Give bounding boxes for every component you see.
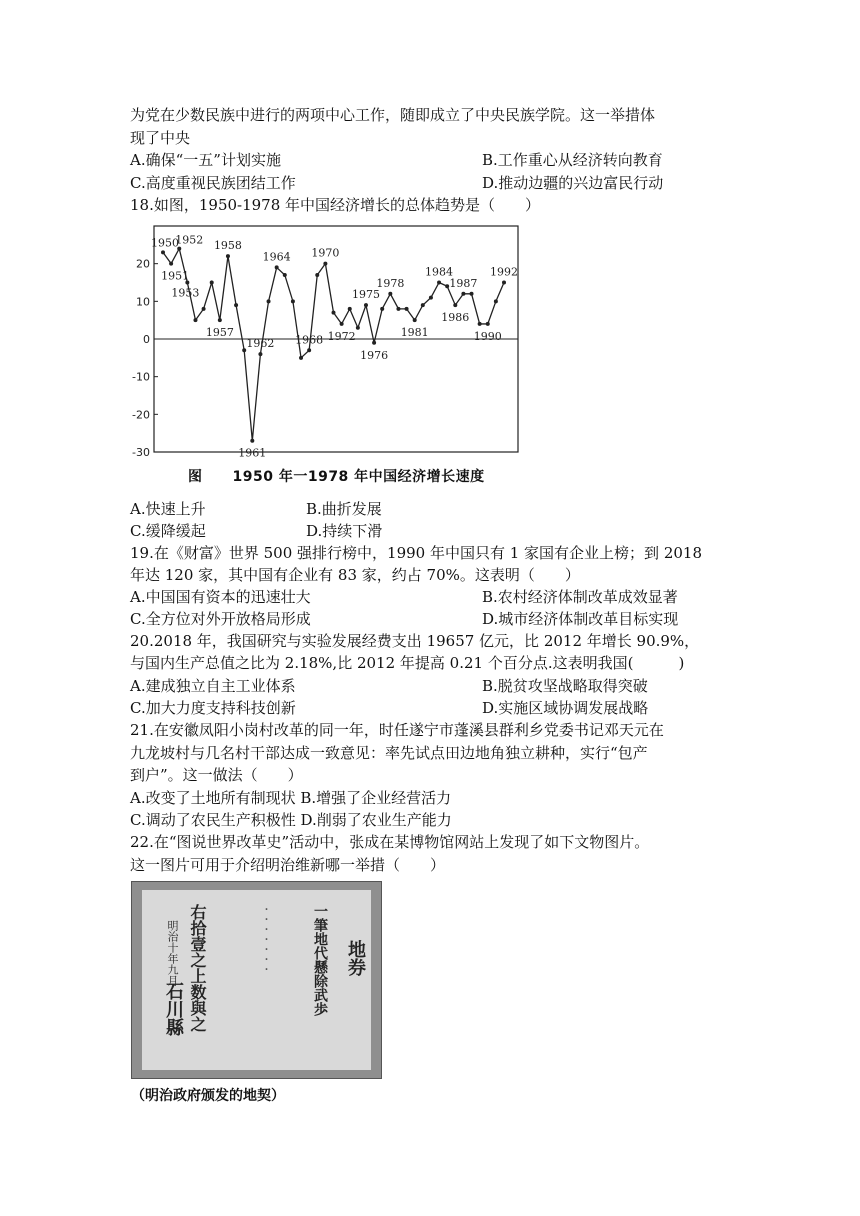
y-tick-label: -30 bbox=[132, 446, 150, 458]
q20-option-b: B.脱贫攻坚战略取得突破 bbox=[482, 677, 648, 695]
data-point-1967 bbox=[299, 356, 303, 360]
data-point-1964 bbox=[275, 265, 279, 269]
y-tick-label: 10 bbox=[136, 295, 150, 309]
year-label-1953: 1953 bbox=[171, 286, 200, 300]
data-point-1982 bbox=[421, 303, 425, 307]
y-tick-label: 20 bbox=[136, 257, 150, 271]
data-point-1958 bbox=[226, 254, 230, 258]
data-point-1981 bbox=[413, 318, 417, 322]
q21-options-ab: A.改变了土地所有制现状 B.增强了企业经营活力 bbox=[130, 789, 452, 807]
data-point-1962 bbox=[258, 352, 262, 356]
q21-stem-line2: 九龙坡村与几名村干部达成一致意见：率先试点田边地角独立耕种，实行“包产 bbox=[130, 744, 648, 762]
data-point-1957 bbox=[218, 318, 222, 322]
data-point-1979 bbox=[396, 307, 400, 311]
q17-stem-line2: 现了中央 bbox=[130, 129, 191, 147]
year-label-1958: 1958 bbox=[213, 239, 242, 253]
data-point-1969 bbox=[315, 273, 319, 277]
deed-col-1: 右拾壹之上数與之 bbox=[188, 904, 207, 1032]
year-label-1961: 1961 bbox=[238, 446, 267, 458]
q19-stem-line1: 19.在《财富》世界 500 强排行榜中，1990 年中国只有 1 家国有企业上榜；到 2018 bbox=[130, 544, 702, 562]
year-label-1957: 1957 bbox=[205, 326, 234, 340]
data-point-1971 bbox=[332, 311, 336, 315]
growth-chart bbox=[130, 222, 520, 458]
data-point-1990 bbox=[486, 322, 490, 326]
data-point-1965 bbox=[283, 273, 287, 277]
data-point-1989 bbox=[478, 322, 482, 326]
chart-caption-prefix: 图 bbox=[188, 469, 203, 485]
data-point-1977 bbox=[380, 307, 384, 311]
q18-stem: 18.如图，1950-1978 年中国经济增长的总体趋势是（ ） bbox=[130, 196, 541, 214]
year-label-1976: 1976 bbox=[360, 348, 389, 362]
data-point-1987 bbox=[461, 292, 465, 296]
year-label-1978: 1978 bbox=[376, 276, 405, 290]
q22-stem-line2: 这一图片可用于介绍明治维新哪一举措（ ） bbox=[130, 856, 446, 874]
q18-option-b: B.曲折发展 bbox=[306, 500, 382, 518]
data-point-1984 bbox=[437, 281, 441, 285]
data-point-1972 bbox=[340, 322, 344, 326]
data-point-1976 bbox=[372, 341, 376, 345]
photo-caption: （明治政府颁发的地契） bbox=[131, 1088, 285, 1104]
data-point-1955 bbox=[202, 307, 206, 311]
q20-option-a: A.建成独立自主工业体系 bbox=[130, 677, 296, 695]
year-label-1952: 1952 bbox=[175, 233, 204, 247]
year-label-1964: 1964 bbox=[262, 250, 291, 264]
y-tick-label: -10 bbox=[132, 370, 150, 384]
data-point-1974 bbox=[356, 326, 360, 330]
chart-caption-title: 1950 年一1978 年中国经济增长速度 bbox=[232, 469, 485, 485]
q19-option-a: A.中国国有资本的迅速壮大 bbox=[130, 588, 311, 606]
data-point-1975 bbox=[364, 303, 368, 307]
land-deed-photo bbox=[131, 881, 382, 1079]
deed-title-text: 地券 bbox=[345, 940, 366, 976]
data-point-1950 bbox=[161, 250, 165, 254]
q20-option-d: D.实施区域协调发展战略 bbox=[482, 699, 649, 717]
year-label-1981: 1981 bbox=[400, 326, 429, 340]
q18-option-c: C.缓降缓起 bbox=[130, 522, 206, 540]
q17-stem-line1: 为党在少数民族中进行的两项中心工作，随即成立了中央民族学院。这一举措体 bbox=[130, 106, 656, 124]
q18-option-a: A.快速上升 bbox=[130, 500, 206, 518]
year-label-1972: 1972 bbox=[327, 329, 356, 343]
data-point-1963 bbox=[267, 299, 271, 303]
q21-options-cd: C.调动了农民生产积极性 D.削弱了农业生产能力 bbox=[130, 811, 452, 829]
data-point-1954 bbox=[193, 318, 197, 322]
data-point-1966 bbox=[291, 299, 295, 303]
year-label-1950: 1950 bbox=[151, 236, 179, 250]
deed-prefecture-text: 石川縣 bbox=[163, 982, 184, 1036]
q19-option-d: D.城市经济体制改革目标实现 bbox=[482, 610, 679, 628]
year-label-1970: 1970 bbox=[311, 246, 340, 260]
data-point-1991 bbox=[494, 299, 498, 303]
q19-option-c: C.全方位对外开放格局形成 bbox=[130, 610, 311, 628]
data-point-1992 bbox=[502, 281, 506, 285]
year-label-1984: 1984 bbox=[425, 265, 454, 279]
data-point-1988 bbox=[470, 292, 474, 296]
year-label-1986: 1986 bbox=[441, 311, 470, 325]
q21-stem-line3: 到户”。这一做法（ ） bbox=[130, 766, 303, 784]
q19-option-b: B.农村经济体制改革成效显著 bbox=[482, 588, 678, 606]
data-point-1968 bbox=[307, 348, 311, 352]
q20-stem-line1: 20.2018 年，我国研究与实验发展经费支出 19657 亿元，比 2012 年增长 90.9%， bbox=[130, 632, 700, 650]
deed-date-text: 明治十年九月 bbox=[166, 920, 179, 986]
data-point-1961 bbox=[250, 439, 254, 443]
q18-option-d: D.持续下滑 bbox=[306, 522, 383, 540]
y-tick-label: 0 bbox=[143, 333, 150, 346]
growth-chart-svg bbox=[130, 222, 520, 458]
chart-caption bbox=[188, 466, 485, 486]
data-point-1973 bbox=[348, 307, 352, 311]
year-label-1975: 1975 bbox=[351, 288, 380, 302]
y-tick-label: -20 bbox=[132, 408, 150, 422]
q17-option-d: D.推动边疆的兴边富民行动 bbox=[482, 174, 664, 192]
data-point-1983 bbox=[429, 296, 433, 300]
year-label-1990: 1990 bbox=[473, 329, 502, 343]
year-label-1968: 1968 bbox=[295, 333, 324, 347]
year-label-1987: 1987 bbox=[449, 276, 478, 290]
q19-stem-line2: 年达 120 家，其中国有企业有 83 家，约占 70%。这表明（ ） bbox=[130, 566, 580, 584]
data-point-1980 bbox=[405, 307, 409, 311]
data-point-1956 bbox=[210, 281, 214, 285]
deed-col-4: 一筆地代懸除武歩 bbox=[312, 904, 328, 1016]
data-point-1959 bbox=[234, 303, 238, 307]
q17-option-c: C.高度重视民族团结工作 bbox=[130, 174, 296, 192]
data-point-1951 bbox=[169, 262, 173, 266]
q22-stem-line1: 22.在“图说世界改革史”活动中，张成在某博物馆网站上发现了如下文物图片。 bbox=[130, 833, 650, 851]
q17-option-b: B.工作重心从经济转向教育 bbox=[482, 151, 663, 169]
q17-option-a: A.确保“一五”计划实施 bbox=[130, 151, 281, 169]
data-point-1970 bbox=[323, 262, 327, 266]
year-label-1962: 1962 bbox=[246, 337, 275, 351]
year-label-1951: 1951 bbox=[161, 269, 190, 283]
q21-stem-line1: 21.在安徽凤阳小岗村改革的同一年，时任遂宁市蓬溪县群利乡党委书记邓天元在 bbox=[130, 721, 664, 739]
data-point-1978 bbox=[388, 292, 392, 296]
deed-small-print: ・・・・・・・ bbox=[259, 904, 270, 974]
land-deed-paper bbox=[142, 890, 371, 1070]
data-point-1986 bbox=[453, 303, 457, 307]
q20-option-c: C.加大力度支持科技创新 bbox=[130, 699, 296, 717]
year-label-1992: 1992 bbox=[490, 265, 518, 279]
q20-stem-line2: 与国内生产总值之比为 2.18%,比 2012 年提高 0.21 个百分点.这表明我国( ) bbox=[130, 654, 685, 672]
